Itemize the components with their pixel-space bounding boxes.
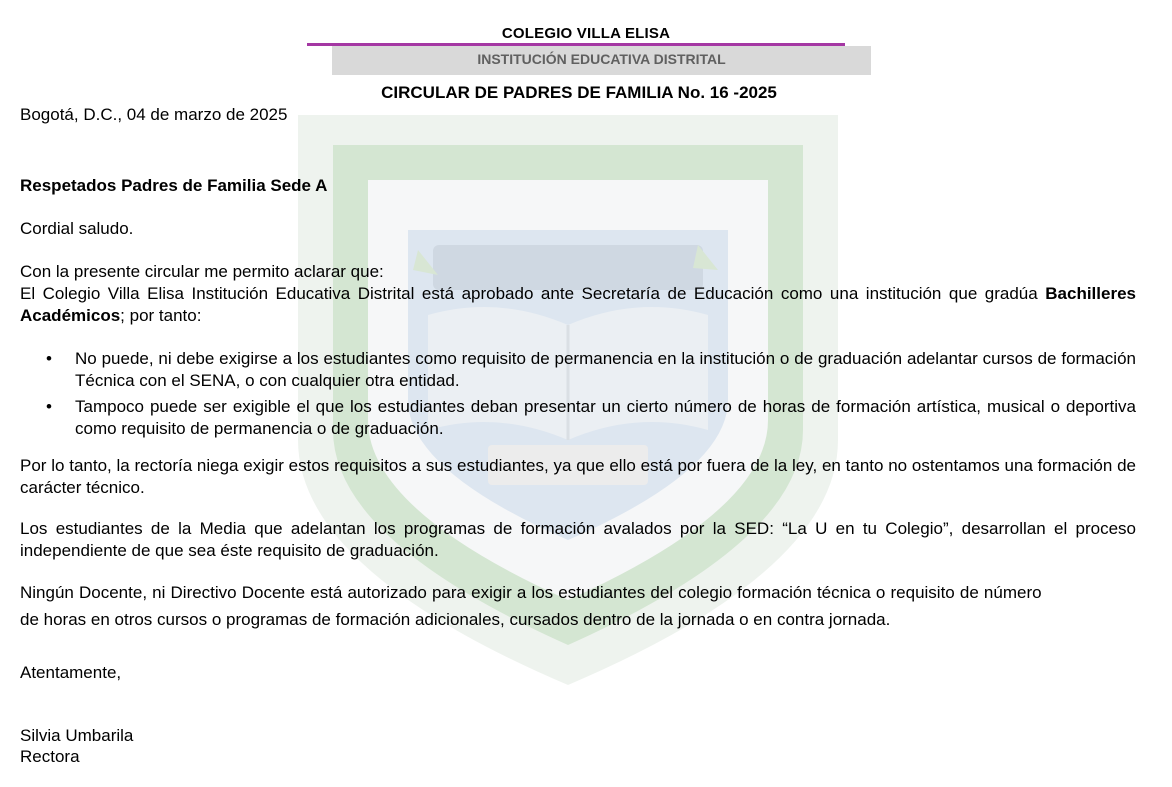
paragraph-rectoria: Por lo tanto, la rectoría niega exigir estos requisitos a sus estudiantes, ya que ello está por fuera de la ley, en tanto no ostentamos una formación de carácter técnico. <box>20 456 1136 497</box>
approval-bold: Bachilleres Académicos <box>20 284 1136 325</box>
approval-paragraph <box>20 283 1136 327</box>
school-name: COLEGIO VILLA ELISA <box>501 25 671 42</box>
closing: Atentamente, <box>20 663 122 682</box>
approval-text-start: El Colegio Villa Elisa Institución Educativa Distrital está aprobado ante Secretaría de Educación como una institución que gradúa <box>20 284 1038 303</box>
approval-text-end: ; por tanto: <box>120 306 202 325</box>
paragraph-docentes-line-1: Ningún Docente, ni Directivo Docente está autorizado para exigir a los estudiantes del colegio formación técnica o requisito de número <box>20 583 1042 602</box>
paragraph-docentes-line-2: de horas en otros cursos o programas de formación adicionales, cursados dentro de la jornada o en contra jornada. <box>20 610 891 629</box>
bullet-marker: • <box>46 397 52 416</box>
paragraph-media: Los estudiantes de la Media que adelantan los programas de formación avalados por la SED: “La U en tu Colegio”, desarrollan el proceso independiente de que sea éste requisito de graduación. <box>20 519 1136 560</box>
intro-line: Con la presente circular me permito aclarar que: <box>20 262 384 281</box>
greeting-recipient: Respetados Padres de Familia Sede A <box>20 176 328 195</box>
circular-title: CIRCULAR DE PADRES DE FAMILIA No. 16 -2025 <box>381 83 777 102</box>
bullet-marker: • <box>46 349 52 368</box>
place-date: Bogotá, D.C., 04 de marzo de 2025 <box>20 105 288 124</box>
signer-name: Silvia Umbarila <box>20 726 134 745</box>
signer-title: Rectora <box>20 747 80 766</box>
institution-type: INSTITUCIÓN EDUCATIVA DISTRITAL <box>477 51 726 67</box>
bullet-item: No puede, ni debe exigirse a los estudiantes como requisito de permanencia en la institución o de graduación adelantar cursos de formación Técnica con el SENA, o con cualquier otra entidad. <box>75 349 1136 390</box>
bullet-item: Tampoco puede ser exigible el que los estudiantes deban presentar un cierto número de horas de formación artística, musical o deportiva como requisito de permanencia o de graduación. <box>75 397 1136 438</box>
salutation: Cordial saludo. <box>20 219 134 238</box>
